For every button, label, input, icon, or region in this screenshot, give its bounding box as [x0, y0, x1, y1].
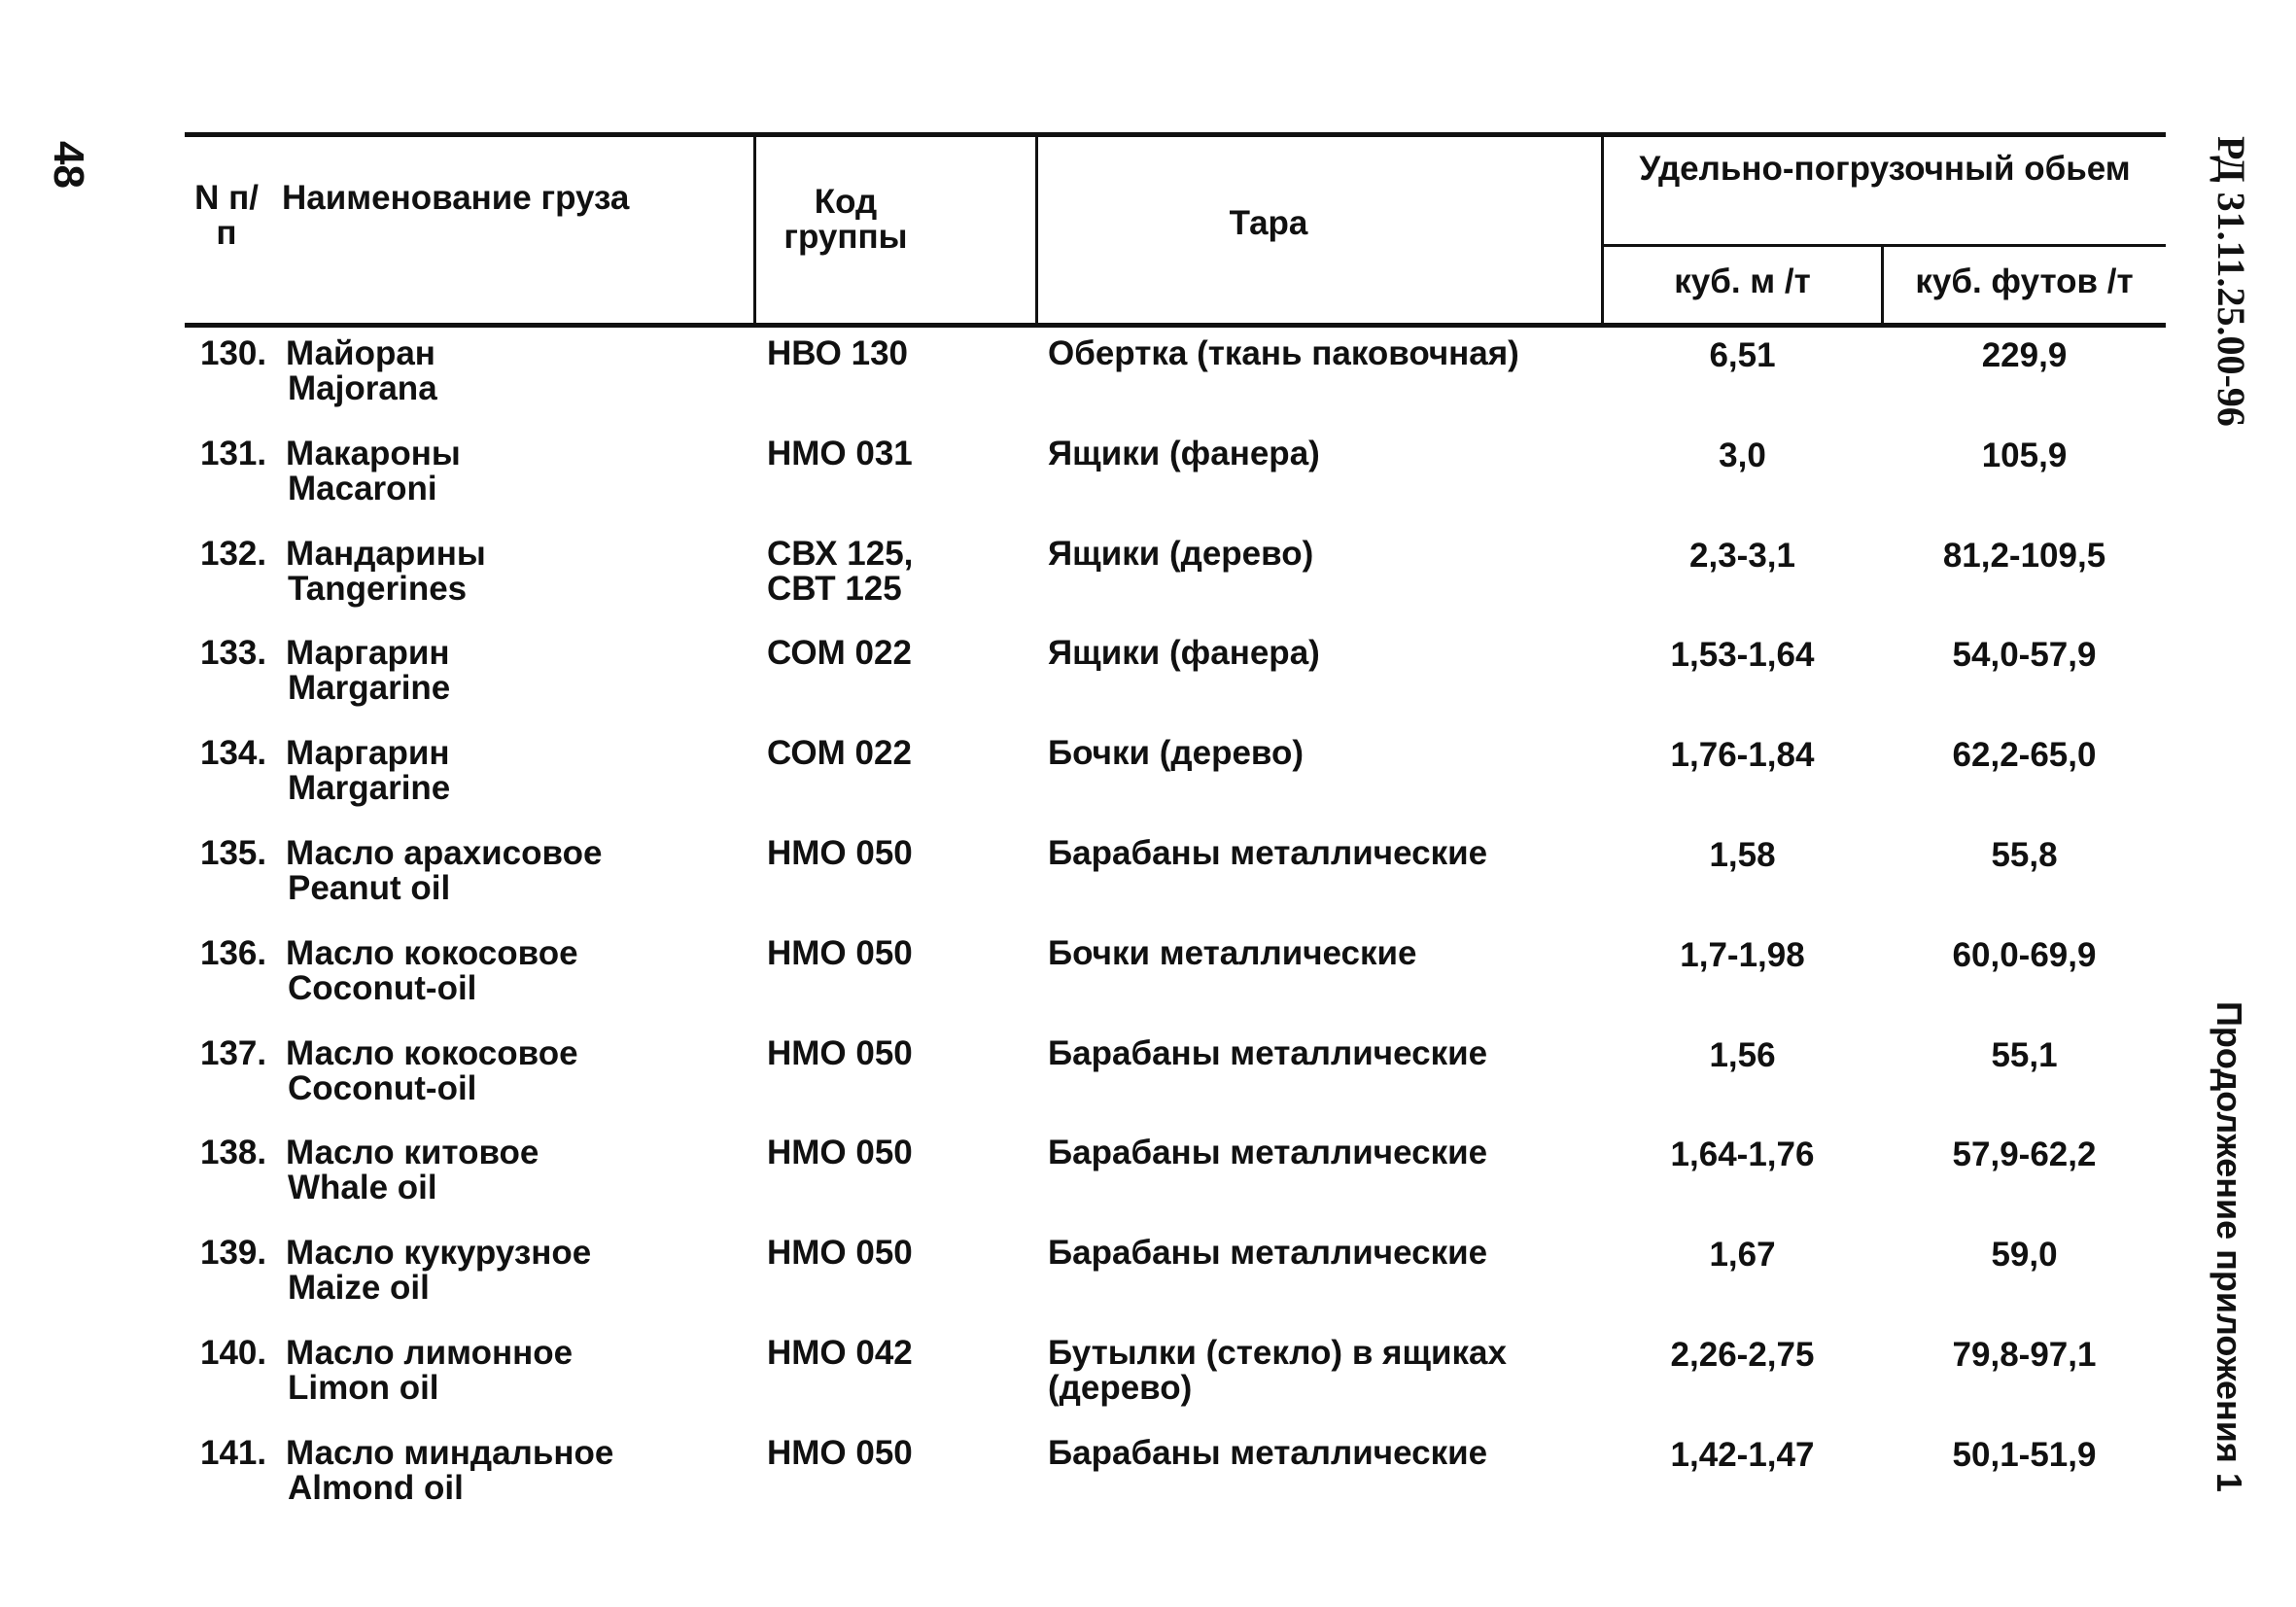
table-row — [185, 434, 2166, 537]
continuation-note: Продолжение приложения 1 — [2209, 1001, 2249, 1492]
volume-cub-ft: 54,0-57,9 — [1952, 636, 2097, 675]
volume-cub-m: 1,56 — [1709, 1035, 1776, 1074]
cargo-name-en: Maize oil — [288, 1269, 430, 1308]
group-code: НМО 050 — [767, 933, 913, 972]
group-code-cell — [767, 933, 942, 972]
cargo-name-en: Almond oil — [288, 1468, 464, 1507]
group-code: СВХ 125, — [767, 534, 914, 573]
group-code-cell — [767, 1433, 942, 1472]
cargo-name — [286, 736, 713, 806]
group-code-cell — [767, 736, 942, 771]
cargo-name-ru: Масло кукурузное — [286, 1234, 592, 1273]
cargo-name-en: Tangerines — [288, 569, 468, 608]
cargo-name — [286, 636, 713, 706]
group-code-cell — [767, 534, 942, 608]
page-number: 48 — [45, 141, 92, 189]
row-number: 140. — [200, 1333, 267, 1372]
header-name: Наименование груза — [282, 179, 630, 217]
row-number: 138. — [200, 1134, 267, 1172]
volume-cub-m: 6,51 — [1709, 336, 1776, 374]
row-number: 132. — [200, 534, 267, 573]
cargo-name — [286, 1433, 713, 1507]
table-row — [185, 1333, 2166, 1436]
cargo-name-en: Margarine — [288, 769, 451, 808]
table-row — [185, 1236, 2166, 1336]
volume-cub-m: 1,42-1,47 — [1670, 1435, 1815, 1474]
cargo-name — [286, 1236, 713, 1306]
cargo-name-ru: Мандарины — [286, 534, 486, 573]
group-code: НМО 031 — [767, 434, 913, 472]
header-cub-m: куб. м /т — [1674, 262, 1811, 300]
volume-cub-ft: 60,0-69,9 — [1952, 935, 2097, 974]
cargo-name — [286, 434, 713, 507]
group-code: НМО 050 — [767, 1234, 913, 1273]
packaging: Бутылки (стекло) в ящиках (дерево) — [1048, 1333, 1507, 1407]
cargo-name-en: Coconut-oil — [288, 1068, 477, 1107]
packaging: Барабаны металлические — [1048, 1234, 1488, 1273]
cargo-name — [286, 534, 713, 608]
cargo-name-en: Coconut-oil — [288, 968, 477, 1007]
volume-cub-ft: 59,0 — [1991, 1236, 2058, 1275]
volume-cub-ft: 81,2-109,5 — [1942, 536, 2106, 575]
volume-cub-ft: 55,1 — [1991, 1035, 2058, 1074]
group-code-cell — [767, 1135, 942, 1170]
volume-cub-m: 1,67 — [1709, 1236, 1776, 1275]
cargo-name — [286, 1135, 713, 1205]
header-num: N п/п — [194, 179, 259, 252]
group-code-cell — [767, 1333, 942, 1372]
table-row — [185, 736, 2166, 836]
packaging: Барабаны металлические — [1048, 1134, 1488, 1172]
row-number: 130. — [200, 334, 267, 372]
cargo-name — [286, 833, 713, 907]
table-top-rule — [185, 132, 2166, 137]
group-code: НМО 050 — [767, 1433, 913, 1472]
header-cub-ft: куб. футов /т — [1915, 262, 2134, 300]
document-code: РД 31.11.25.00-96 — [2209, 136, 2253, 427]
packaging: Барабаны металлические — [1048, 1433, 1488, 1472]
group-code-cell — [767, 1236, 942, 1271]
group-code: НВО 130 — [767, 334, 909, 372]
row-number: 135. — [200, 833, 267, 872]
row-number: 134. — [200, 734, 267, 773]
group-code: СВТ 125 — [767, 569, 902, 608]
group-code: СОМ 022 — [767, 734, 912, 773]
volume-cub-ft: 50,1-51,9 — [1952, 1435, 2097, 1474]
cargo-name-ru: Масло кокосовое — [286, 1033, 578, 1072]
cargo-name-en: Macaroni — [288, 469, 437, 507]
group-code-cell — [767, 434, 942, 472]
group-code: СОМ 022 — [767, 634, 912, 673]
table-row — [185, 1033, 2166, 1136]
cargo-name-ru: Макароны — [286, 434, 461, 472]
cargo-name-ru: Масло миндальное — [286, 1433, 614, 1472]
row-number: 133. — [200, 634, 267, 673]
row-number: 141. — [200, 1433, 267, 1472]
group-code: НМО 050 — [767, 1033, 913, 1072]
cargo-name-ru: Масло китовое — [286, 1134, 539, 1172]
cargo-name-ru: Масло лимонное — [286, 1333, 574, 1372]
volume-cub-m: 2,26-2,75 — [1670, 1335, 1815, 1374]
group-code-cell — [767, 1033, 942, 1072]
header-code: Код группы — [783, 183, 908, 256]
cargo-name-en: Majorana — [288, 369, 437, 407]
row-number: 139. — [200, 1234, 267, 1273]
cargo-name-en: Margarine — [288, 669, 451, 708]
volume-cub-m: 1,53-1,64 — [1670, 636, 1815, 675]
volume-cub-m: 2,3-3,1 — [1689, 536, 1795, 575]
volume-cub-m: 3,0 — [1719, 436, 1766, 474]
table-row — [185, 1135, 2166, 1236]
packaging: Барабаны металлические — [1048, 1033, 1488, 1072]
header-volume-group: Удельно-погрузочный обьем — [1639, 150, 2131, 188]
packaging: Ящики (фанера) — [1048, 434, 1320, 472]
cargo-name — [286, 933, 713, 1007]
group-code: НМО 050 — [767, 833, 913, 872]
table-row — [185, 1433, 2166, 1536]
cargo-name-en: Limon oil — [288, 1368, 439, 1407]
group-code-cell — [767, 833, 942, 872]
cargo-name-en: Whale oil — [288, 1169, 437, 1207]
table-row — [185, 636, 2166, 736]
volume-cub-m: 1,64-1,76 — [1670, 1135, 1815, 1174]
header-tara: Тара — [1229, 204, 1308, 242]
header-subrule — [1601, 244, 2166, 247]
packaging: Обертка (ткань паковочная) — [1048, 334, 1519, 372]
row-number: 136. — [200, 933, 267, 972]
cargo-name — [286, 1333, 713, 1407]
volume-cub-ft: 62,2-65,0 — [1952, 736, 2097, 775]
volume-cub-ft: 55,8 — [1991, 835, 2058, 874]
volume-cub-ft: 229,9 — [1981, 336, 2068, 374]
packaging: Ящики (дерево) — [1048, 534, 1314, 573]
cargo-name — [286, 336, 713, 406]
row-number: 131. — [200, 434, 267, 472]
packaging: Барабаны металлические — [1048, 833, 1488, 872]
table-body — [185, 336, 2166, 1536]
cargo-name-ru: Маргарин — [286, 734, 450, 773]
packaging: Бочки металлические — [1048, 933, 1417, 972]
header-bottom-rule — [185, 323, 2166, 328]
table-row — [185, 833, 2166, 936]
volume-cub-ft: 79,8-97,1 — [1952, 1335, 2097, 1374]
volume-cub-m: 1,58 — [1709, 835, 1776, 874]
cargo-name-ru: Масло кокосовое — [286, 933, 578, 972]
volume-cub-ft: 105,9 — [1981, 436, 2068, 474]
cargo-name-en: Peanut oil — [288, 868, 451, 907]
group-code-cell — [767, 636, 942, 671]
cargo-name — [286, 1033, 713, 1107]
table-row — [185, 534, 2166, 637]
volume-cub-m: 1,7-1,98 — [1680, 935, 1805, 974]
cargo-name-ru: Майоран — [286, 334, 435, 372]
packaging: Ящики (фанера) — [1048, 634, 1320, 673]
packaging: Бочки (дерево) — [1048, 734, 1305, 773]
group-code-cell — [767, 336, 942, 371]
volume-cub-ft: 57,9-62,2 — [1952, 1135, 2097, 1174]
cargo-name-ru: Масло арахисовое — [286, 833, 603, 872]
table-row — [185, 933, 2166, 1036]
group-code: НМО 042 — [767, 1333, 913, 1372]
volume-cub-m: 1,76-1,84 — [1670, 736, 1815, 775]
table-row — [185, 336, 2166, 437]
group-code: НМО 050 — [767, 1134, 913, 1172]
row-number: 137. — [200, 1033, 267, 1072]
cargo-name-ru: Маргарин — [286, 634, 450, 673]
